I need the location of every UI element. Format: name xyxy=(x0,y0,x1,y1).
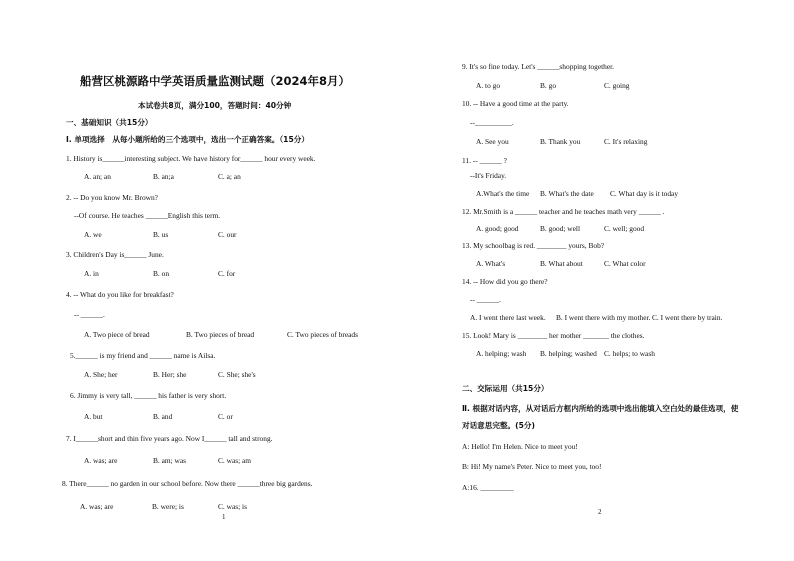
q2-option-c: C. our xyxy=(218,230,237,239)
q9-option-b: B. go xyxy=(540,81,557,90)
dialogue-line-2: B: Hi! My name's Peter. Nice to meet you, too! xyxy=(462,462,602,471)
question-14-line-2: -- ______. xyxy=(470,295,501,304)
q5-option-b: B. Her; she xyxy=(153,370,187,379)
question-9: 9. It's so fine today. Let's ______shopping together. xyxy=(462,62,615,71)
q14-option-a: A. I went there last week. xyxy=(470,313,546,322)
exam-subtitle: 本试卷共8页，满分100，答题时间：40分钟 xyxy=(138,101,292,110)
q8-option-b: B. were; is xyxy=(152,502,184,511)
q8-option-a: A. was; are xyxy=(80,502,114,511)
question-7: 7. I______short and thin five years ago. Now I______ tall and strong. xyxy=(66,434,273,443)
page-number-2: 2 xyxy=(598,508,602,516)
question-4-line-2: -- ______. xyxy=(74,310,105,319)
q11-option-b: B. What's the date xyxy=(540,189,594,198)
q6-option-a: A. but xyxy=(84,412,103,421)
question-10-line-2: --__________. xyxy=(470,118,514,127)
q7-option-c: C. was; am xyxy=(218,456,252,465)
q5-option-c: C. She; she's xyxy=(218,370,256,379)
q15-option-b: B. helping; washed xyxy=(540,349,597,358)
q6-option-b: B. and xyxy=(153,412,173,421)
part-2-instructions-line-2: 对话意思完整。(5分) xyxy=(462,421,535,430)
q1-option-c: C. a; an xyxy=(218,172,241,181)
dialogue-line-1: A: Hello! I'm Helen. Nice to meet you! xyxy=(462,442,578,451)
q7-option-a: A. was; are xyxy=(84,456,118,465)
q6-option-c: C. or xyxy=(218,412,233,421)
q15-option-a: A. helping; wash xyxy=(476,349,527,358)
question-2-line-2: --Of course. He teaches ______English this term. xyxy=(74,211,221,220)
q10-option-b: B. Thank you xyxy=(540,137,581,146)
q3-option-a: A. in xyxy=(84,269,99,278)
question-11: 11. -- ______ ? xyxy=(462,156,507,165)
q11-option-c: C. What day is it today xyxy=(610,189,679,198)
q9-option-c: C. going xyxy=(604,81,630,90)
q13-option-b: B. What about xyxy=(540,259,583,268)
question-4: 4. -- What do you like for breakfast? xyxy=(66,290,174,299)
q9-option-a: A. to go xyxy=(476,81,501,90)
q4-option-c: C. Two pieces of breads xyxy=(287,330,358,339)
q14-option-b: B. I went there with my mother. xyxy=(556,313,651,322)
q10-option-a: A. See you xyxy=(476,137,509,146)
q7-option-b: B. am; was xyxy=(153,456,187,465)
question-10: 10. -- Have a good time at the party. xyxy=(462,99,569,108)
question-3: 3. Children's Day is______ June. xyxy=(66,250,164,259)
q1-option-a: A. an; an xyxy=(84,172,111,181)
section-1-heading: 一、基础知识（共15分） xyxy=(66,118,153,127)
question-12: 12. Mr.Smith is a ______ teacher and he teaches math very ______ . xyxy=(462,207,665,216)
q12-option-b: B. good; well xyxy=(540,224,581,233)
question-14: 14. -- How did you go there? xyxy=(462,277,548,286)
part-1-instructions: Ⅰ. 单项选择 从每小题所给的三个选项中，选出一个正确答案。（15分） xyxy=(66,135,309,144)
question-11-line-2: --It's Friday. xyxy=(470,171,507,180)
question-2: 2. -- Do you know Mr. Brown? xyxy=(66,193,158,202)
question-1: 1. History is______interesting subject. We have history for______ hour every week. xyxy=(66,154,316,163)
q10-option-c: C. It's relaxing xyxy=(604,137,648,146)
section-2-heading: 二、交际运用（共15分） xyxy=(462,384,549,393)
q11-option-a: A.What's the time xyxy=(476,189,530,198)
exam-title: 船营区桃源路中学英语质量监测试题（2024年8月） xyxy=(80,74,351,88)
q4-option-a: A. Two piece of bread xyxy=(84,330,150,339)
q12-option-c: C. well; good xyxy=(604,224,645,233)
q5-option-a: A. She; her xyxy=(84,370,118,379)
q3-option-b: B. on xyxy=(153,269,170,278)
question-5: 5.______ is my friend and ______ name is Ailsa. xyxy=(70,351,216,360)
page-number-1: 1 xyxy=(222,513,226,521)
q13-option-a: A. What's xyxy=(476,259,506,268)
q4-option-b: B. Two pieces of bread xyxy=(186,330,255,339)
question-6: 6. Jimmy is very tall, ______ his father is very short. xyxy=(70,391,227,400)
q8-option-c: C. was; is xyxy=(218,502,247,511)
q3-option-c: C. for xyxy=(218,269,236,278)
q2-option-a: A. we xyxy=(84,230,102,239)
q1-option-b: B. an;a xyxy=(153,172,174,181)
question-8: 8. There______ no garden in our school before. Now there ______three big gardens. xyxy=(62,479,313,488)
question-13: 13. My schoolbag is red. ________ yours, Bob? xyxy=(462,241,605,250)
q12-option-a: A. good; good xyxy=(476,224,519,233)
q2-option-b: B. us xyxy=(153,230,169,239)
part-2-instructions: Ⅱ. 根据对话内容，从对话后方框内所给的选项中选出能填入空白处的最佳选项，使 xyxy=(462,404,739,413)
dialogue-line-3: A:16. _________ xyxy=(462,483,514,492)
q15-option-c: C. helps; to wash xyxy=(604,349,655,358)
q13-option-c: C. What color xyxy=(604,259,646,268)
question-15: 15. Look! Mary is ________ her mother _______ the clothes. xyxy=(462,331,645,340)
q14-option-c: C. I went there by train. xyxy=(652,313,723,322)
